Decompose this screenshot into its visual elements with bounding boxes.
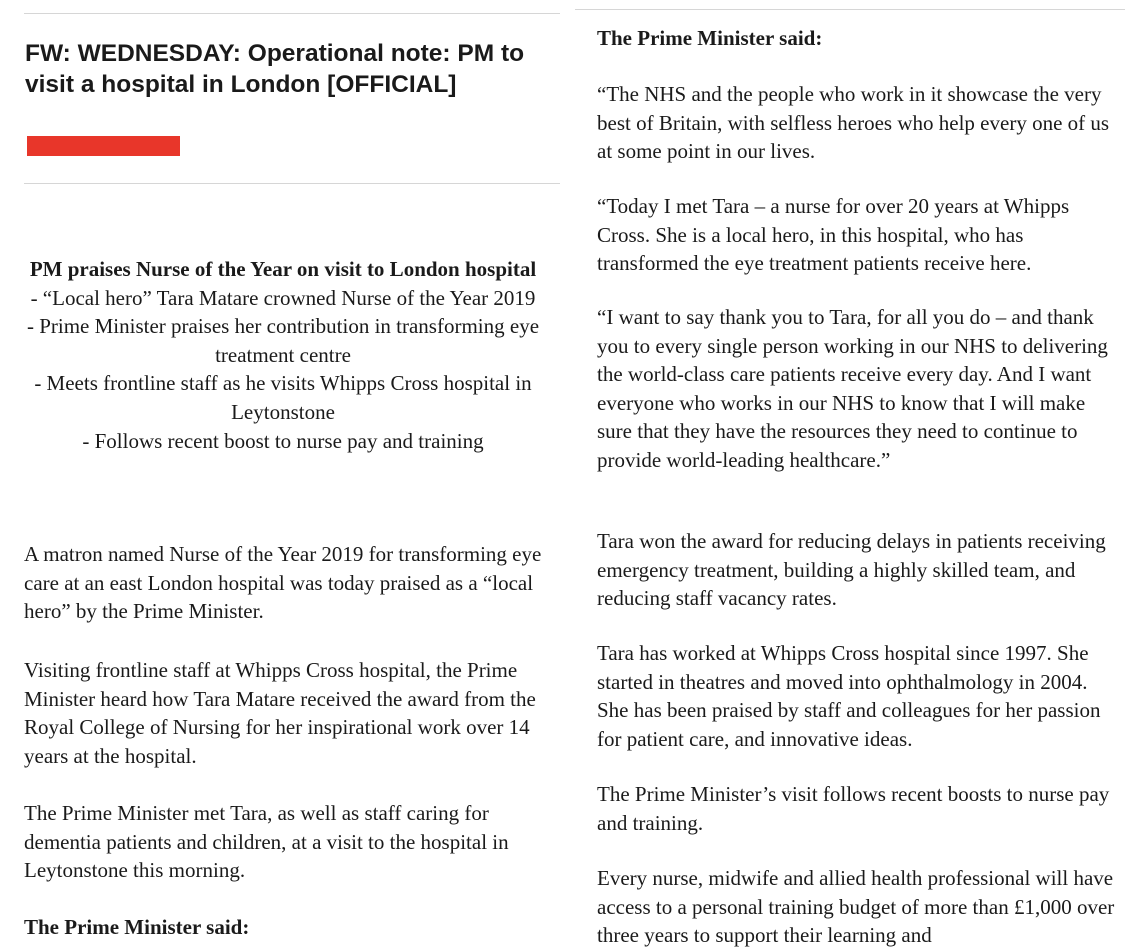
pm-said-label: The Prime Minister said: — [24, 915, 250, 939]
summary-bullet: - Follows recent boost to nurse pay and training — [82, 428, 484, 453]
body-paragraph: Every nurse, midwife and allied health professional will have access to a personal training budget of more than £1,000 over three years to support their learning and — [597, 866, 1115, 948]
body-paragraph: Tara won the award for reducing delays in patients receiving emergency treatment, building a highly skilled team, and reducing staff vacancy rates. — [597, 529, 1106, 611]
divider — [575, 9, 1125, 10]
body-paragraph: The Prime Minister met Tara, as well as staff caring for dementia patients and children, at a visit to the hospital in Leytonstone this morning. — [24, 801, 509, 883]
body-paragraph: A matron named Nurse of the Year 2019 for transforming eye care at an east London hospital was today praised as a “local hero” by the Prime Minister. — [24, 542, 542, 624]
right-page — [572, 0, 1125, 951]
pm-said-label: The Prime Minister said: — [597, 26, 823, 50]
press-release-summary — [18, 255, 548, 455]
body-paragraph: Visiting frontline staff at Whipps Cross hospital, the Prime Minister heard how Tara Matare received the award from the Royal College of Nursing for her inspirational work over 14 years at the hospital. — [24, 658, 536, 768]
summary-bullet: - Meets frontline staff as he visits Whipps Cross hospital in Leytonstone — [34, 371, 532, 424]
divider — [24, 13, 560, 14]
summary-bullet: - “Local hero” Tara Matare crowned Nurse of the Year 2019 — [30, 285, 536, 310]
quote-paragraph: “I want to say thank you to Tara, for all you do – and thank you to every single person working in our NHS to delivering the world-class care patients receive every day. And I want everyone who works in our NHS to know that I will make sure that they have the resources they need to continue to provide world-leading healthcare.” — [597, 305, 1108, 472]
press-release-headline: PM praises Nurse of the Year on visit to London hospital — [29, 257, 537, 281]
summary-bullet: - Prime Minister praises her contribution in transforming eye treatment centre — [26, 314, 540, 367]
redacted-sender — [27, 136, 180, 156]
quote-paragraph: “The NHS and the people who work in it showcase the very best of Britain, with selfless heroes who help every one of us at some point in our lives. — [597, 82, 1110, 164]
divider — [24, 183, 560, 184]
quote-paragraph: “Today I met Tara – a nurse for over 20 years at Whipps Cross. She is a local hero, in this hospital, who has transformed the eye treatment patients receive here. — [597, 194, 1070, 276]
body-paragraph: The Prime Minister’s visit follows recent boosts to nurse pay and training. — [597, 782, 1110, 835]
email-subject: FW: WEDNESDAY: Operational note: PM to visit a hospital in London [OFFICIAL] — [25, 40, 525, 98]
body-paragraph: Tara has worked at Whipps Cross hospital since 1997. She started in theatres and moved into ophthalmology in 2004. She has been praised by staff and colleagues for her passion for patient care, and innovative ideas. — [597, 641, 1101, 751]
page-gutter — [565, 0, 572, 951]
